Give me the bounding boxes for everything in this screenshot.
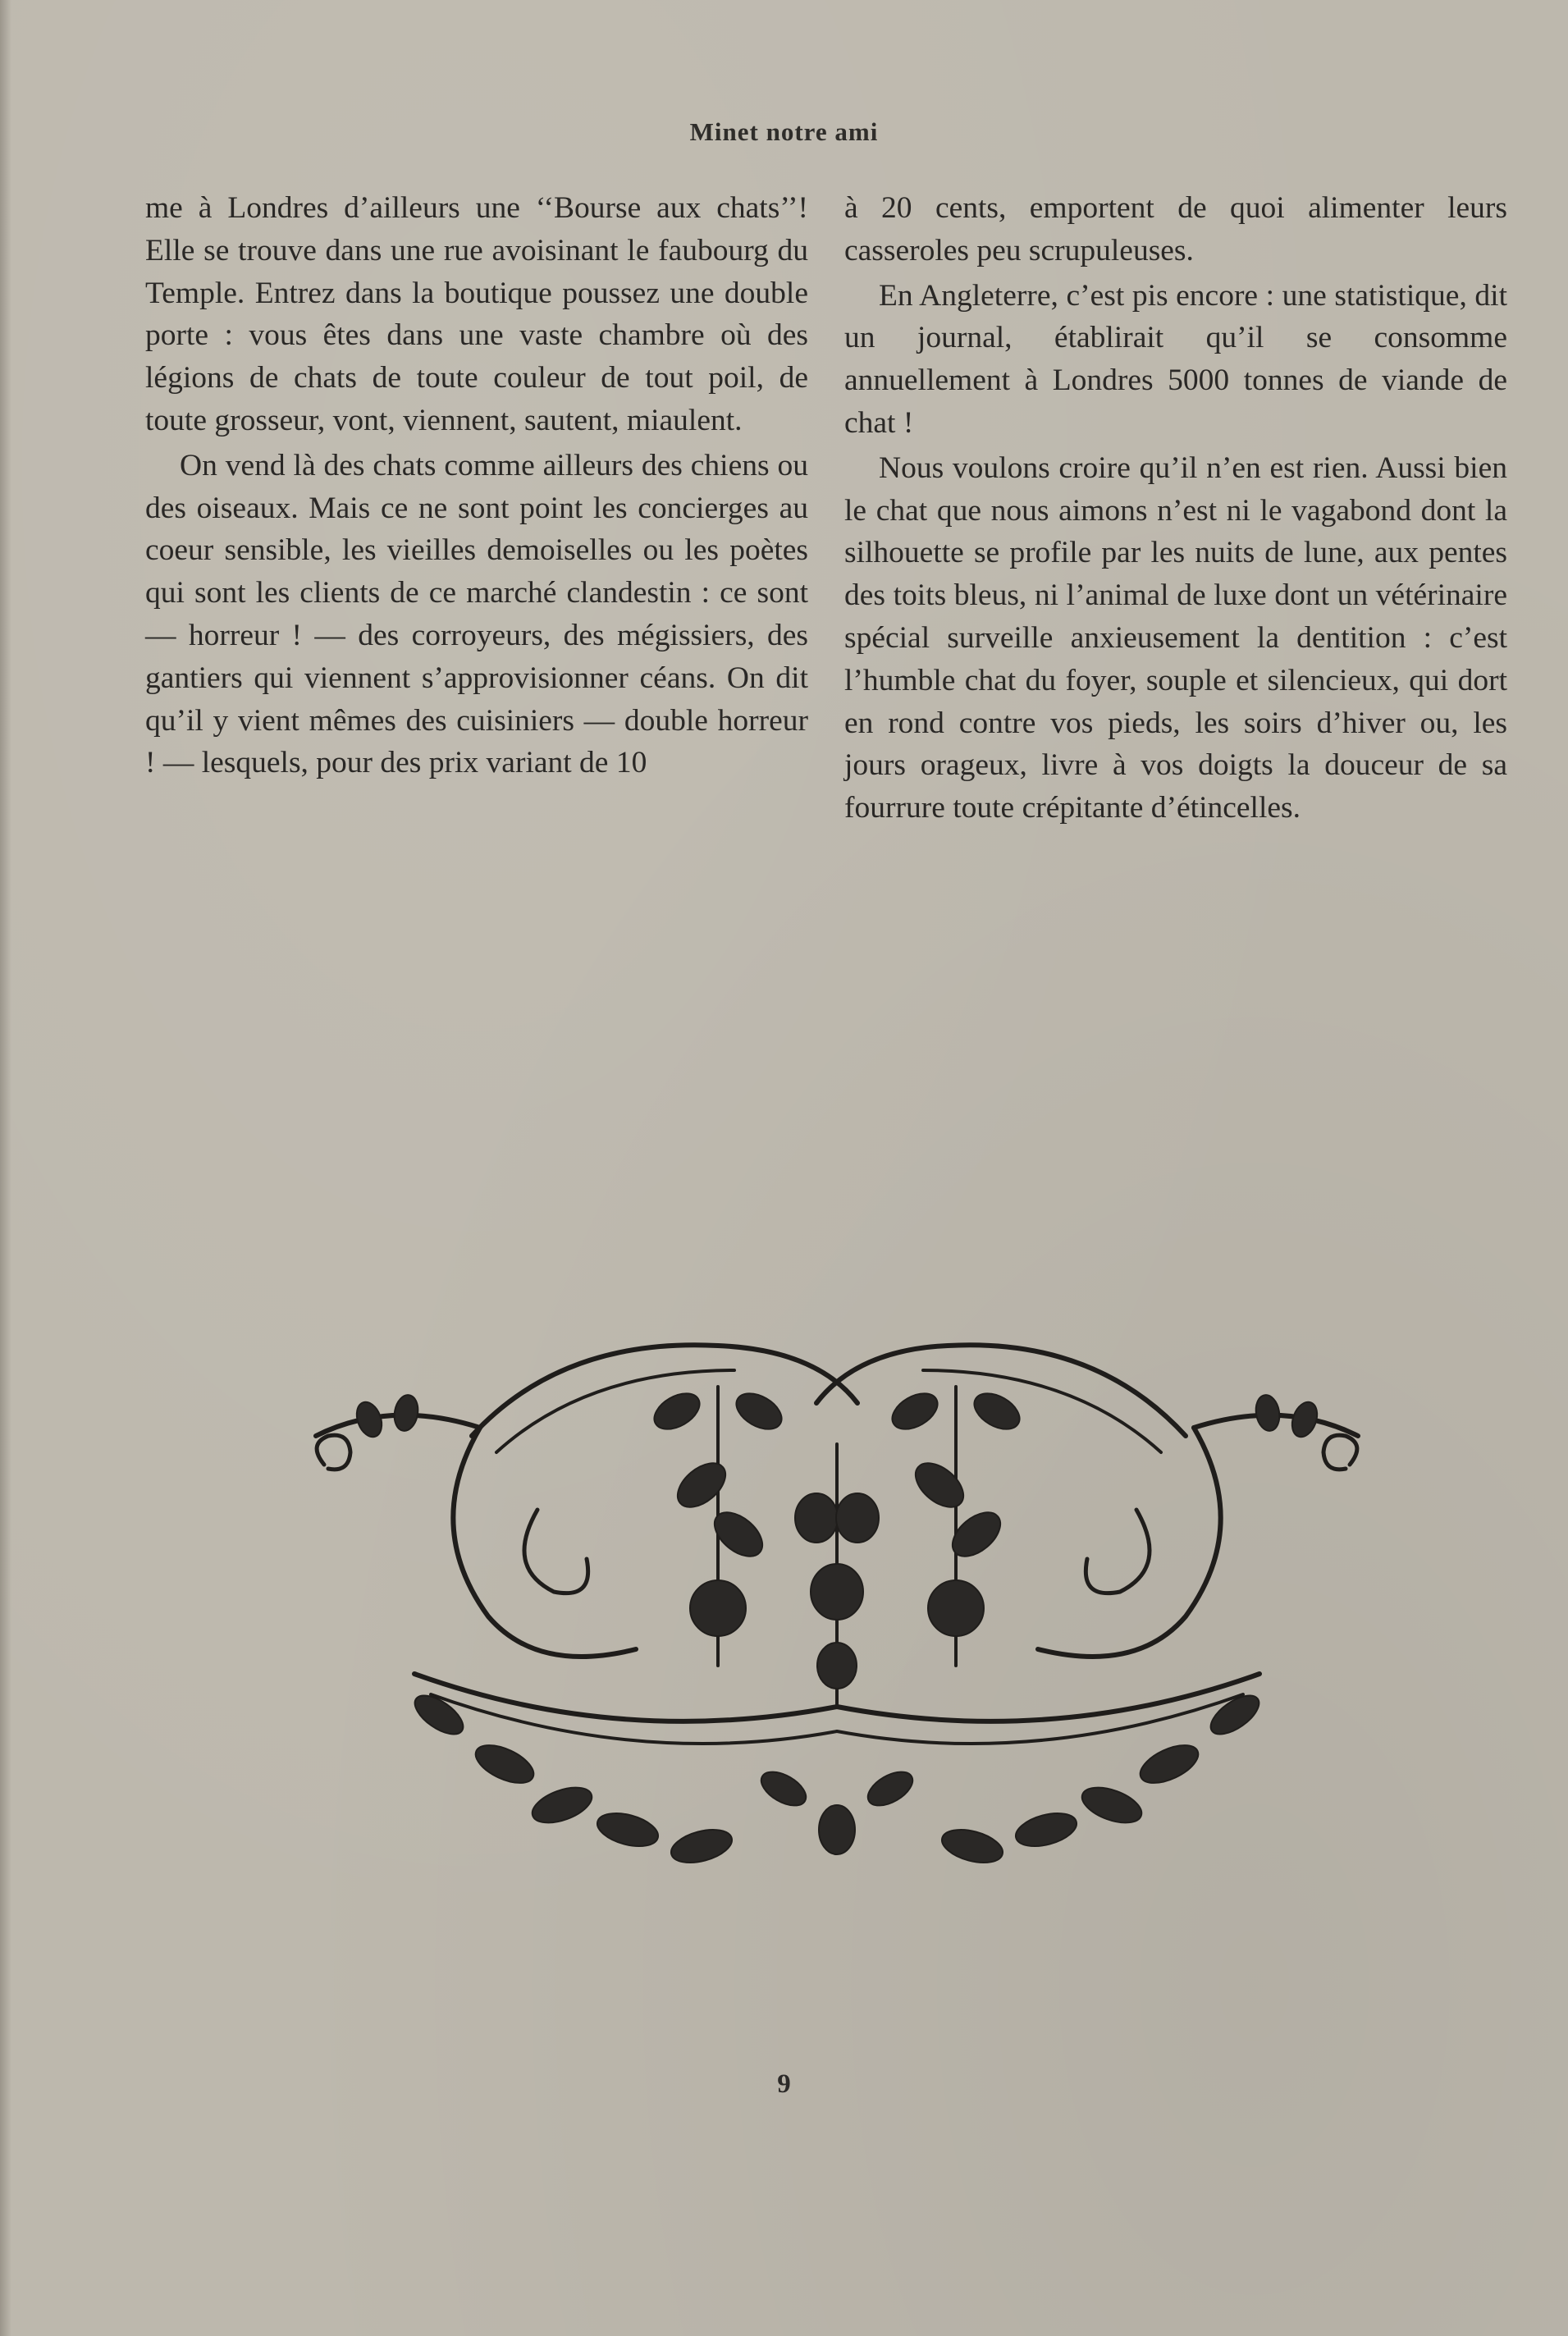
right-column [844,187,1507,830]
page-number: 9 [777,2069,791,2099]
paragraph: On vend là des chats comme ailleurs des chiens ou des oiseaux. Mais ce ne sont point les concierges au coeur sensible, les vieilles demoiselles ou les poètes qui sont les clients de ce marché clandestin : ce sont — horreur ! — des corroyeurs, des mégissiers, des gantiers qui viennent s’approvisionner céans. On dit qu’il y vient mêmes des cuisiniers — double horreur ! — lesquels, pour des prix variant de 10 [145,448,808,780]
paragraph: Nous voulons croire qu’il n’en est rien. Aussi bien le chat que nous aimons n’est ni le vagabond dont la silhouette se profile par les nuits de lune, aux pentes des toits bleus, ni l’animal de luxe dont un vétérinaire spécial surveille anxieusement la dentition : c’est l’humble chat du foyer, souple et silencieux, qui dort en rond contre vos pieds, les soirs d’hiver ou, les jours orageux, livre à vos doigts la douceur de sa fourrure toute crépitante d’étincelles. [844,450,1507,825]
page-edge-shadow [0,0,11,2336]
floral-vignette-icon [291,1321,1383,1887]
paragraph: En Angleterre, c’est pis encore : une statistique, dit un journal, établirait qu’il se consomme annuellement à Londres 5000 tonnes de viande de chat ! [844,278,1507,440]
paragraph: me à Londres d’ailleurs une ‘‘Bourse aux chats’’! Elle se trouve dans une rue avoisinant le faubourg du Temple. Entrez dans la boutique poussez une double porte : vous êtes dans une vaste chambre où des légions de chats de toute couleur de tout poil, de toute grosseur, vont, viennent, sautent, miaulent. [145,191,808,437]
running-head: Minet notre ami [689,117,879,146]
paragraph: à 20 cents, emportent de quoi alimenter leurs casseroles peu scrupuleuses. [844,191,1507,267]
left-column [145,187,808,784]
